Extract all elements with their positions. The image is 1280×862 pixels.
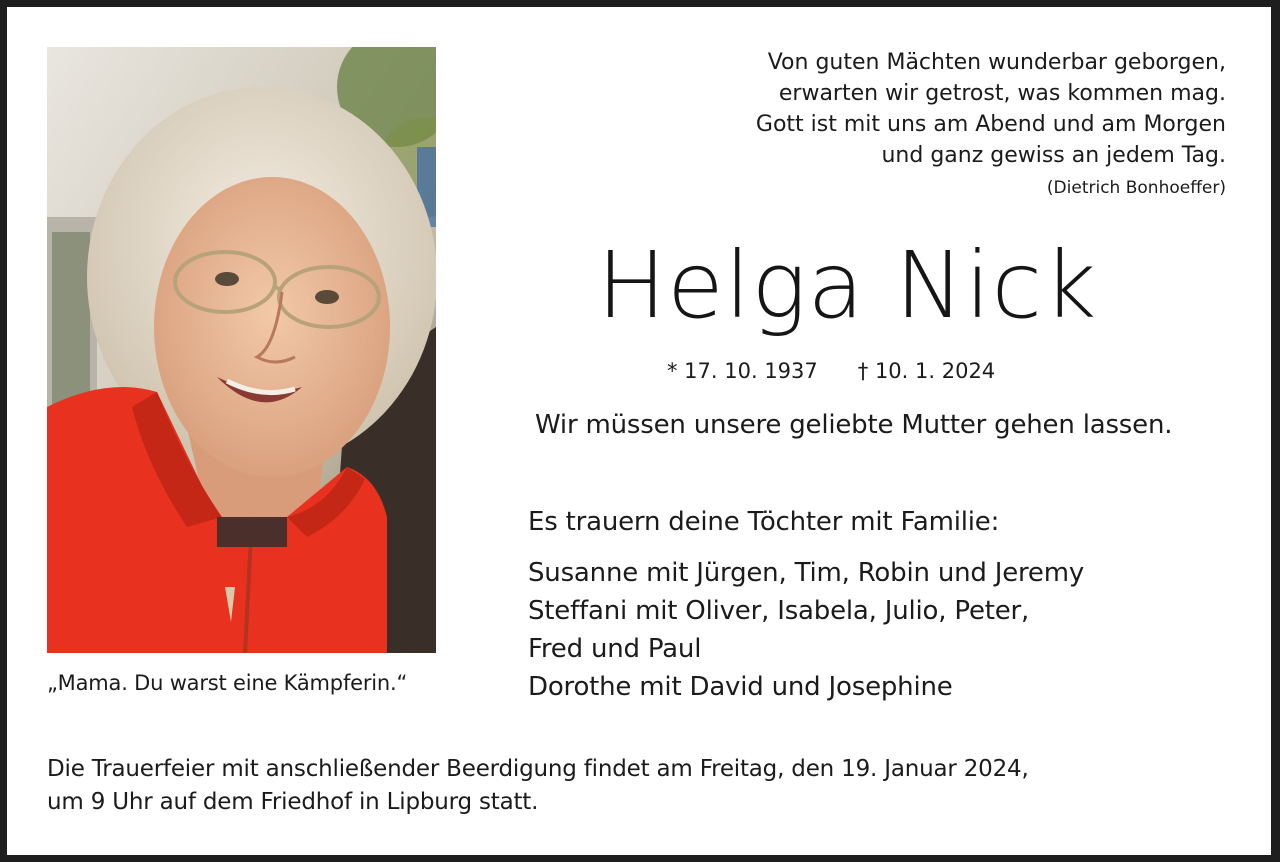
quote-author: (Dietrich Bonhoeffer) (1046, 178, 1226, 198)
bonhoeffer-quote (756, 47, 1226, 205)
death-date: † 10. 1. 2024 (857, 359, 996, 383)
quote-line: und ganz gewiss an jedem Tag. (881, 143, 1226, 168)
mourner-line: Susanne mit Jürgen, Tim, Robin und Jeremy (528, 558, 1085, 588)
quote-line: Gott ist mit uns am Abend und am Morgen (755, 112, 1226, 137)
mourner-line: Fred und Paul (528, 634, 702, 664)
funeral-announcement (47, 753, 1029, 819)
mourner-line: Steffani mit Oliver, Isabela, Julio, Peter, (528, 596, 1030, 626)
quote-line: erwarten wir getrost, was kommen mag. (778, 81, 1226, 106)
funeral-line: um 9 Uhr auf dem Friedhof in Lipburg statt. (47, 789, 539, 815)
mourners-heading: Es trauern deine Töchter mit Familie: (528, 507, 1000, 537)
photo-caption: „Mama. Du warst eine Kämpferin.“ (47, 671, 408, 695)
deceased-name: Helga Nick (597, 232, 1098, 339)
birth-date: * 17. 10. 1937 (667, 359, 818, 383)
mourner-line: Dorothe mit David und Josephine (528, 672, 953, 702)
life-dates (667, 359, 995, 383)
funeral-line: Die Trauerfeier mit anschließender Beerdigung findet am Freitag, den 19. Januar 2024, (47, 756, 1029, 782)
mourners-list (528, 554, 1084, 706)
quote-line: Von guten Mächten wunderbar geborgen, (767, 50, 1226, 75)
portrait-photo (47, 47, 436, 653)
farewell-line: Wir müssen unsere geliebte Mutter gehen lassen. (535, 410, 1173, 440)
